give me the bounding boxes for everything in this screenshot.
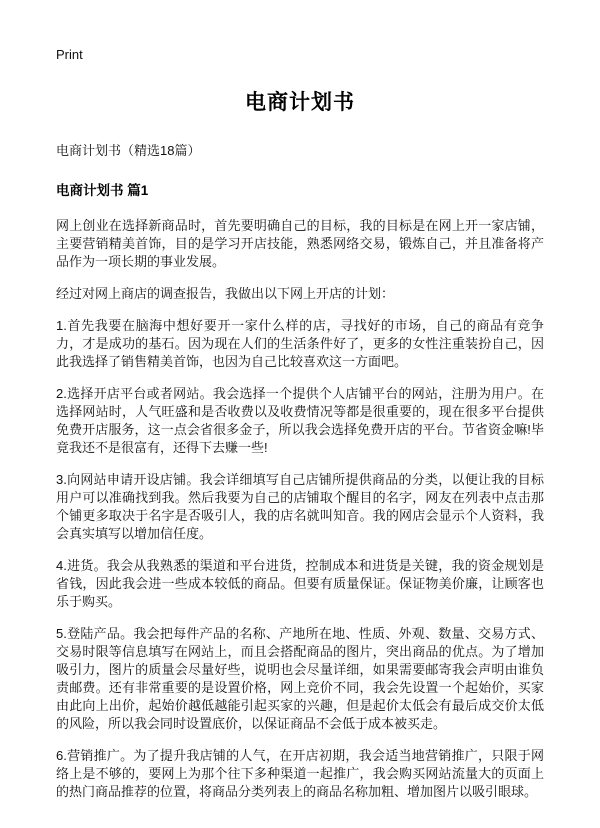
paragraph-item-6: 6.营销推广。为了提升我店铺的人气，在开店初期，我会适当地营销推广，只限于网络上是不够的，要网上为那个往下多种渠道一起推广，我会购买网站流量大的页面上的热门商品推荐的位置，将商品分类列表上的商品名称加粗、增加图片以吸引眼球。 <box>56 748 544 799</box>
paragraph-plan-statement: 经过对网上商店的调查报告，我做出以下网上开店的计划： <box>56 286 395 301</box>
print-button[interactable]: Print <box>56 47 83 62</box>
paragraph-intro: 网上创业在选择新商品时，首先要明确自己的目标，我的目标是在网上开一家店铺，主要营销精美首饰，目的是学习开店技能，熟悉网络交易，锻炼自己，并且准备将产品作为一项长期的事业发展。 <box>56 218 544 269</box>
paragraph-item-5: 5.登陆产品。我会把每件产品的名称、产地所在地、性质、外观、数量、交易方式、交易时限等信息填写在网站上，而且会搭配商品的图片，突出商品的优点。为了增加吸引力，图片的质量会尽量好些，说明也会尽量详细，如果需要邮寄我会声明由谁负责邮费。还有非常重要的是设置价格，网上竞价不同，我会先设置一个起始价，买家由此向上出价，起始价越低越能引起买家的兴趣，但是起价太低会有最后成交价太低的风险，所以我会同时设置底价，以保证商品不会低于成本被买走。 <box>56 626 544 731</box>
page-title: 电商计划书 <box>245 91 355 114</box>
section-heading: 电商计划书 篇1 <box>56 183 149 198</box>
article-body <box>56 217 544 801</box>
paragraph-item-1: 1.首先我要在脑海中想好要开一家什么样的店，寻找好的市场，自己的商品有竞争力，才是成功的基石。因为现在人们的生活条件好了，更多的女性注重装扮自己，因此我选择了销售精美首饰，也因为自己比较喜欢这一方面吧。 <box>56 318 544 369</box>
paragraph-item-4: 4.进货。我会从我熟悉的渠道和平台进货，控制成本和进货是关键，我的资金规划是省钱，因此我会进一些成本较低的商品。但要有质量保证。保证物美价廉，让顾客也乐于购买。 <box>56 558 544 609</box>
paragraph-item-2: 2.选择开店平台或者网站。我会选择一个提供个人店铺平台的网站，注册为用户。在选择网站时，人气旺盛和是否收费以及收费情况等都是很重要的，现在很多平台提供免费开店服务，这一点会省很多金子，所以我会选择免费开店的平台。节省资金嘛!毕竟我还不是很富有，还得下去赚一些! <box>56 386 544 455</box>
doc-subtitle: 电商计划书（精选18篇） <box>56 143 201 158</box>
paragraph-item-3: 3.向网站申请开设店铺。我会详细填写自己店铺所提供商品的分类，以便让我的目标用户可以准确找到我。然后我要为自己的店铺取个醒目的名字，网友在列表中点击那个铺更多取决于名字是否吸引人，我的店名就叫知音。我的网店会显示个人资料，我会真实填写以增加信任度。 <box>56 472 544 541</box>
